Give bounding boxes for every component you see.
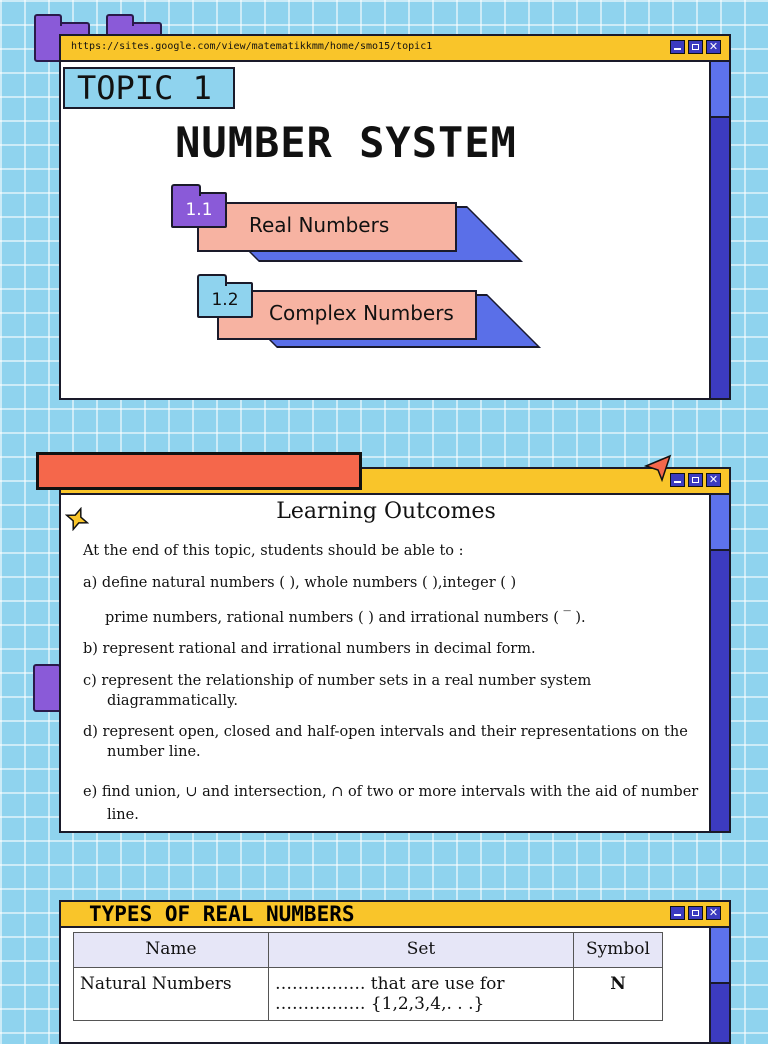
outcome-c: c) represent the relationship of number sets in a real number system [83,673,592,689]
maximize-icon[interactable] [688,906,703,920]
topic-window [59,34,731,400]
section-heading: Learning Outcomes [276,499,496,524]
types-window [59,900,731,1044]
header-set: Set [269,933,574,968]
page-title: NUMBER SYSTEM [175,118,517,167]
cell-name: Natural Numbers [74,968,269,1021]
outcome-a: a) define natural numbers ( ), whole numbers ( ),integer ( ) [83,575,517,591]
outcome-e: e) find union, ∪ and intersection, ∩ of two or more intervals with the aid of number [83,784,699,800]
outcome-b: b) represent rational and irrational numbers in decimal form. [83,641,536,657]
title-bar [61,902,729,928]
scrollbar-thumb[interactable] [711,495,729,551]
scrollbar-thumb[interactable] [711,928,729,984]
intro-text: At the end of this topic, students should be able to : [83,543,464,559]
real-numbers-table [73,932,663,1021]
close-icon[interactable]: ✕ [706,906,721,920]
learning-outcomes-window [59,467,731,833]
outcome-d: d) represent open, closed and half-open intervals and their representations on the [83,724,688,740]
minimize-icon[interactable] [670,906,685,920]
scrollbar[interactable] [709,495,729,831]
subtopic-number-tab: 1.1 [171,192,227,228]
topic-label: TOPIC 1 [63,67,235,109]
minimize-icon[interactable] [670,473,685,487]
outcome-e-cont: line. [107,807,139,823]
subtopic-label: Real Numbers [249,213,390,237]
subtopic-number-tab: 1.2 [197,282,253,318]
outcome-c-cont: diagrammatically. [107,693,238,709]
outcome-a-cont: prime numbers, rational numbers ( ) and irrational numbers ( ‾ ). [105,610,586,626]
close-icon[interactable]: ✕ [706,40,721,54]
scrollbar[interactable] [709,928,729,1042]
maximize-icon[interactable] [688,473,703,487]
maximize-icon[interactable] [688,40,703,54]
table-header-row [74,933,663,968]
title-bar [61,36,729,62]
window-title: TYPES OF REAL NUMBERS [89,902,355,926]
scrollbar[interactable] [709,62,729,398]
subtopic-complex-numbers[interactable] [217,290,477,340]
cell-symbol: N [574,968,663,1021]
header-name: Name [74,933,269,968]
cursor-arrow-icon [644,454,672,482]
subtopic-label: Complex Numbers [269,301,454,325]
close-icon[interactable]: ✕ [706,473,721,487]
minimize-icon[interactable] [670,40,685,54]
red-banner [36,452,362,490]
table-row [74,968,663,1021]
scrollbar-thumb[interactable] [711,62,729,118]
subtopic-real-numbers[interactable] [197,202,457,252]
header-symbol: Symbol [574,933,663,968]
url-text[interactable]: https://sites.google.com/view/matematikkmm/home/smo15/topic1 [71,41,433,52]
cell-set: ……………. that are use for ……………. {1,2,3,4,. . .} [269,968,574,1021]
outcome-d-cont: number line. [107,744,201,760]
